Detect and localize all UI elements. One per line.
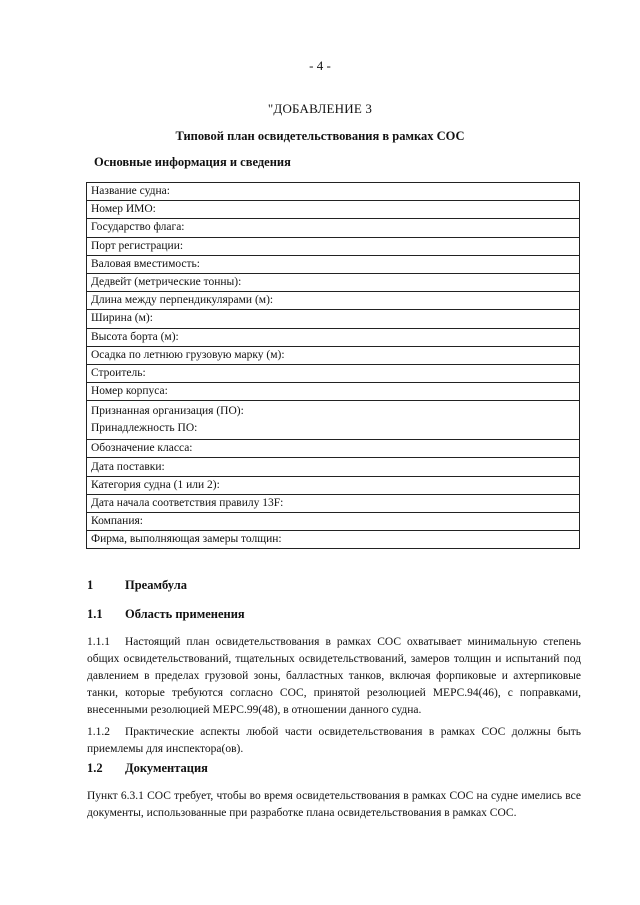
info-cell: Строитель: [87,364,580,382]
info-row [87,364,580,382]
section-title: Область применения [125,607,245,621]
paragraph-text: Практические аспекты любой части освидетельствования в рамках СОС должны быть приемлемы для инспектора(ов). [87,726,581,755]
info-row [87,494,580,512]
info-cell: Осадка по летнюю грузовую марку (м): [87,346,580,364]
info-row [87,346,580,364]
info-cell: Категория судна (1 или 2): [87,476,580,494]
info-cell: Фирма, выполняющая замеры толщин: [87,531,580,549]
info-cell: Государство флага: [87,219,580,237]
section-1-2-heading [87,761,581,776]
info-row [87,310,580,328]
paragraph-1-1-1 [87,634,581,719]
info-row [87,201,580,219]
info-cell: Дата начала соответствия правилу 13F: [87,494,580,512]
section-1-heading [87,578,581,593]
paragraph-text: Настоящий план освидетельствования в рамках СОС охватывает минимальную степень общих освидетельствований, тщательных освидетельствований, замеров толщин и испытаний под давлением в пределах грузовой зоны, балластных танков, включая форпиковые и ахтерпиковые танки, которые требуются согласно СОС, принятой резолюцией МЕРС.94(46), с поправками, внесенными резолюцией МЕРС.99(48), в отношении данного судна. [87,636,581,716]
ship-info-table [86,182,580,549]
info-cell: Номер корпуса: [87,383,580,401]
info-row [87,476,580,494]
appendix-title: "ДОБАВЛЕНИЕ 3 [267,101,373,116]
paragraph-1-1-2 [87,724,581,758]
info-label: Признанная организация (ПО): [91,404,244,417]
info-row [87,458,580,476]
section-number: 1 [87,578,94,592]
info-label: Принадлежность ПО: [91,422,198,435]
paragraph-1-2 [87,788,581,822]
info-cell: Длина между перпендикулярами (м): [87,292,580,310]
info-row [87,292,580,310]
info-row [87,237,580,255]
info-row [87,273,580,291]
info-cell: Название судна: [87,183,580,201]
section-number: 1.2 [87,761,103,775]
info-row [87,531,580,549]
info-row [87,328,580,346]
section-title: Преамбула [125,578,187,592]
section-number: 1.1 [87,607,103,621]
section-title: Документация [125,761,208,775]
info-cell: Дедвейт (метрические тонны): [87,273,580,291]
info-cell: Высота борта (м): [87,328,580,346]
info-cell: Ширина (м): [87,310,580,328]
paragraph-text: Пункт 6.3.1 СОС требует, чтобы во время освидетельствования в рамках СОС на судне имелись все документы, использованные при разработке плана освидетельствования в рамках СОС. [87,790,581,819]
page-number: - 4 - [309,58,331,73]
info-cell: Порт регистрации: [87,237,580,255]
info-cell: Компания: [87,513,580,531]
info-row [87,401,580,440]
info-row [87,513,580,531]
info-row [87,219,580,237]
info-cell: Номер ИМО: [87,201,580,219]
info-heading: Основные информация и сведения [94,155,291,169]
info-row [87,440,580,458]
info-row [87,255,580,273]
info-cell: Дата поставки: [87,458,580,476]
info-row [87,183,580,201]
info-row [87,383,580,401]
paragraph-number: 1.1.2 [87,726,110,738]
info-cell: Валовая вместимость: [87,255,580,273]
info-cell [87,401,580,440]
info-cell: Обозначение класса: [87,440,580,458]
plan-title: Типовой план освидетельствования в рамках СОС [175,129,465,143]
section-1-1-heading [87,607,581,622]
paragraph-number: 1.1.1 [87,636,110,648]
